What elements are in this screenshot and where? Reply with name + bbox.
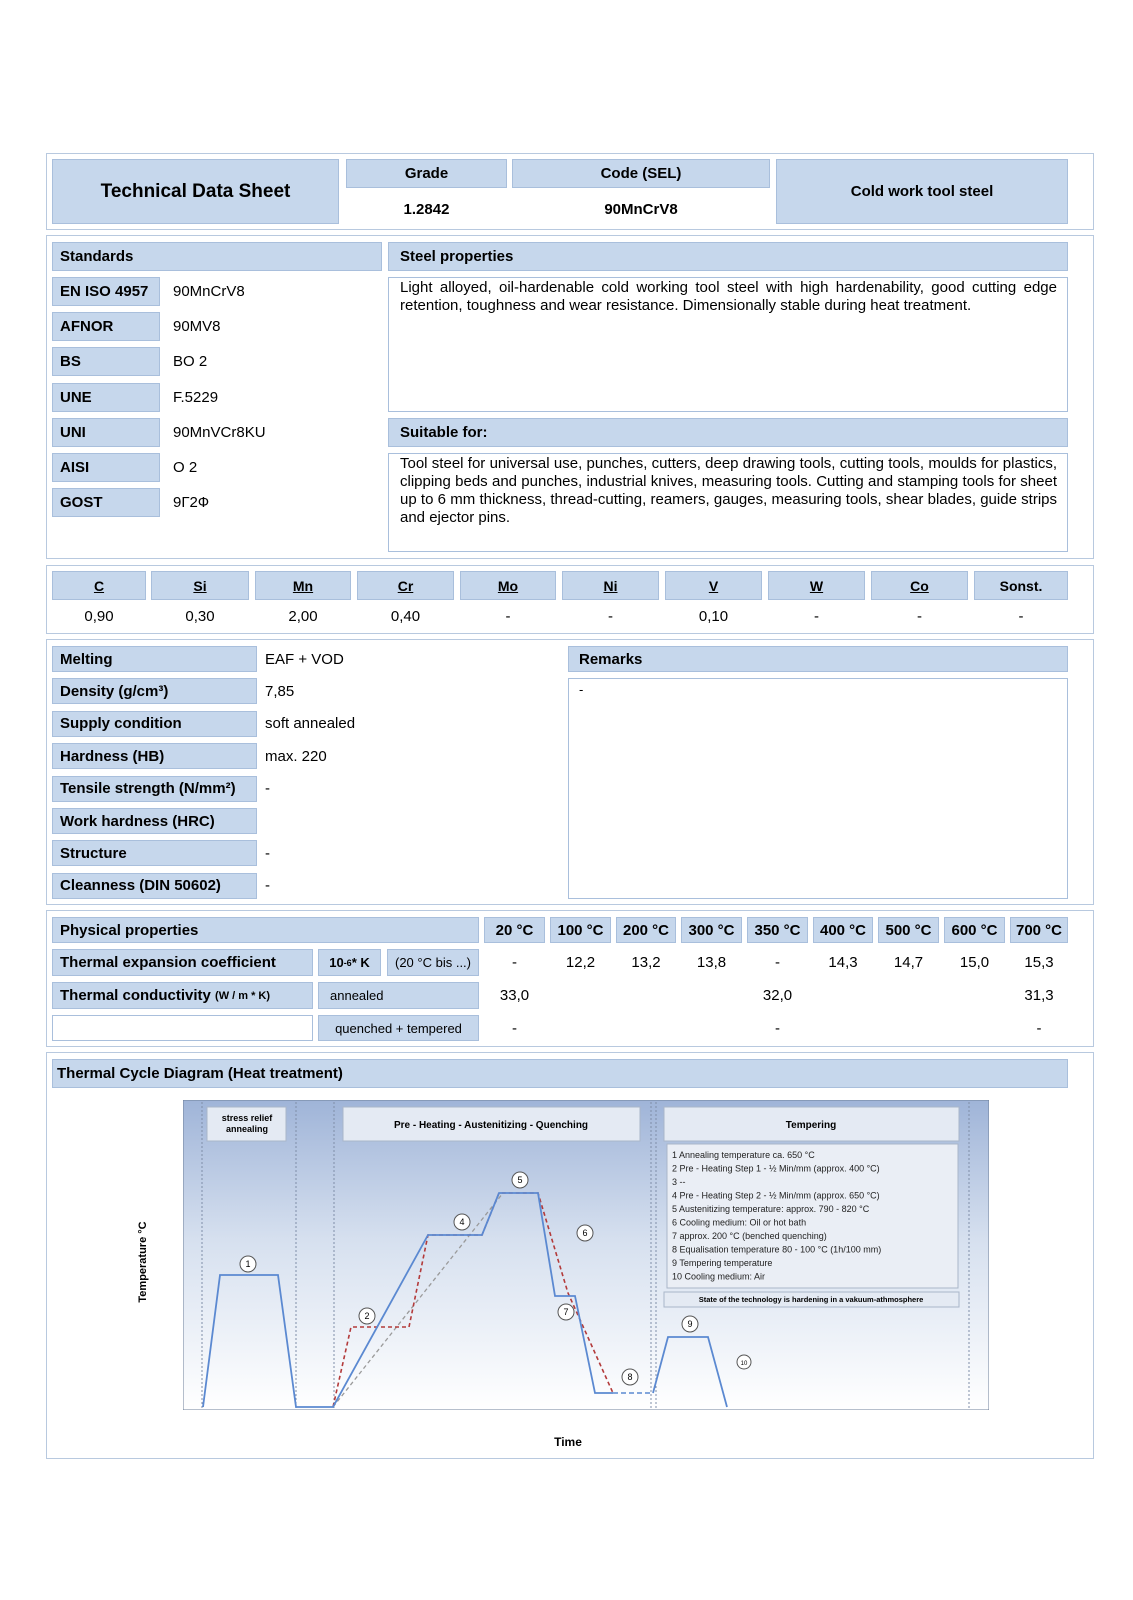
expansion-value: 12,2 — [565, 954, 596, 971]
qt-conductivity-value: - — [775, 1019, 780, 1037]
grade-value: 1.2842 — [403, 201, 450, 218]
standard-value: 90MV8 — [173, 318, 221, 336]
step-marker-label: 2 — [364, 1311, 370, 1321]
material-value: - — [265, 780, 270, 798]
code-value: 90MnCrV8 — [604, 201, 678, 218]
standard-value: F.5229 — [173, 388, 219, 406]
expansion-value: - — [512, 954, 517, 971]
phase-hardening-label: Pre - Heating - Austenitizing - Quenching — [393, 1120, 589, 1131]
remarks-title: Remarks — [568, 646, 1068, 672]
expansion-unit-rest: * K — [351, 955, 370, 970]
element-value: 0,90 — [84, 607, 114, 625]
temperature-header: 350 °C — [747, 917, 808, 943]
standard-label: AFNOR — [52, 312, 160, 341]
temperature-header: 200 °C — [616, 917, 676, 943]
expansion-value: 14,7 — [893, 954, 924, 971]
expansion-value: - — [775, 954, 780, 971]
annealed-conductivity-value — [550, 982, 611, 1009]
thermal-cycle-diagram — [183, 1100, 989, 1410]
conductivity-blank-cell — [52, 1015, 313, 1041]
temperature-header: 400 °C — [813, 917, 873, 943]
remarks-box — [568, 678, 1068, 899]
standard-value: BO 2 — [173, 353, 208, 371]
quenched-tempered-label: quenched + tempered — [318, 1015, 479, 1041]
element-header: V — [665, 571, 762, 600]
element-header: Co — [871, 571, 968, 600]
material-value: - — [265, 877, 270, 895]
element-header: C — [52, 571, 146, 600]
phase-tempering-label: Tempering — [785, 1120, 837, 1131]
standard-value: 9Г2Ф — [173, 494, 210, 512]
temperature-header: 600 °C — [944, 917, 1005, 943]
page-title: Technical Data Sheet — [52, 159, 339, 224]
material-label: Melting — [52, 646, 257, 672]
legend-item: 4 Pre - Heating Step 2 - ½ Min/mm (approx. 650 °C) — [672, 1190, 880, 1201]
element-value: - — [814, 607, 819, 625]
element-header: Mo — [460, 571, 556, 600]
element-header: Si — [151, 571, 249, 600]
legend-item: 1 Annealing temperature ca. 650 °C — [672, 1150, 815, 1160]
conductivity-label — [52, 982, 313, 1009]
standard-label: BS — [52, 347, 160, 376]
step-marker-label: 1 — [245, 1259, 251, 1269]
legend-item: 6 Cooling medium: Oil or hot bath — [672, 1217, 807, 1228]
qt-conductivity-value — [878, 1015, 939, 1041]
material-label: Tensile strength (N/mm²) — [52, 776, 257, 802]
temperature-header: 500 °C — [878, 917, 939, 943]
standard-label: UNI — [52, 418, 160, 447]
element-header: Cr — [357, 571, 454, 600]
temperature-header: 100 °C — [550, 917, 611, 943]
expansion-label: Thermal expansion coefficient — [52, 949, 313, 976]
step-marker-label: 9 — [687, 1319, 693, 1329]
expansion-value: 15,0 — [959, 954, 990, 971]
annealed-conductivity-value — [616, 982, 676, 1009]
qt-conductivity-value: - — [1036, 1019, 1042, 1037]
legend-item: 7 approx. 200 °C (benched quenching) — [672, 1231, 827, 1241]
step-marker-label: 4 — [459, 1217, 465, 1227]
qt-conductivity-value — [944, 1015, 1005, 1041]
annealed-label: annealed — [318, 982, 479, 1009]
material-label: Hardness (HB) — [52, 743, 257, 769]
remarks-text: - — [579, 681, 584, 697]
step-marker-label: 6 — [582, 1228, 588, 1238]
conductivity-label-text: Thermal conductivity — [60, 987, 211, 1004]
steel-properties-title: Steel properties — [388, 242, 1068, 271]
expansion-range: (20 °C bis ...) — [387, 949, 479, 976]
qt-conductivity-value — [681, 1015, 742, 1041]
thermal-cycle-title: Thermal Cycle Diagram (Heat treatment) — [52, 1059, 1068, 1088]
steel-properties-text: Light alloyed, oil-hardenable cold working tool steel with high hardenability, good cutting edge retention, toughness and wear resistance. Dimensionally stable during heat treatment. — [400, 279, 1057, 314]
expansion-value: 14,3 — [828, 954, 858, 971]
element-value: - — [608, 607, 613, 625]
expansion-value: 13,8 — [696, 954, 727, 971]
element-value: 0,30 — [185, 607, 215, 625]
element-value: - — [917, 607, 922, 625]
step-marker-label: 10 — [740, 1361, 748, 1367]
suitable-for-text: Tool steel for universal use, punches, cutters, deep drawing tools, cutting tools, moulds for plastics, clipping beds and punches, industrial knives, measuring tools. Cutting and stamping tools for sheet up to 6 mm thickness, thread-cutting, reamers, gauges, measuring tools, shear blades, guide strips and ejector pins. — [400, 455, 1057, 526]
y-axis-label: Temperature °C — [137, 1221, 149, 1303]
suitable-for-title: Suitable for: — [388, 418, 1068, 447]
legend-item: 3 -- — [672, 1177, 686, 1187]
standard-label: EN ISO 4957 — [52, 277, 160, 306]
standard-label: UNE — [52, 383, 160, 412]
step-marker-label: 5 — [517, 1175, 523, 1185]
annealed-conductivity-value — [813, 982, 873, 1009]
legend-item: 2 Pre - Heating Step 1 - ½ Min/mm (approx. 400 °C) — [672, 1163, 880, 1174]
temperature-header: 700 °C — [1010, 917, 1068, 943]
standard-value: 90MnCrV8 — [173, 283, 245, 300]
phase-annealing-line2: annealing — [225, 1124, 269, 1134]
element-header: Mn — [255, 571, 351, 600]
standards-title: Standards — [52, 242, 382, 271]
annealed-conductivity-value: 31,3 — [1024, 987, 1054, 1004]
grade-label: Grade — [346, 159, 507, 188]
standard-value: O 2 — [173, 459, 198, 476]
annealed-conductivity-value — [878, 982, 939, 1009]
legend-item: 10 Cooling medium: Air — [672, 1271, 766, 1282]
steel-category: Cold work tool steel — [776, 159, 1068, 224]
qt-conductivity-value — [813, 1015, 873, 1041]
material-value: max. 220 — [265, 747, 327, 765]
expansion-value: 15,3 — [1024, 954, 1054, 971]
annealed-conductivity-value — [681, 982, 742, 1009]
conductivity-unit: (W / m * K) — [215, 989, 271, 1002]
temperature-header: 300 °C — [681, 917, 742, 943]
standard-value: 90MnVCr8KU — [173, 423, 266, 441]
expansion-unit — [318, 949, 381, 976]
qt-conductivity-value — [616, 1015, 676, 1041]
x-axis-label: Time — [554, 1435, 582, 1449]
code-label: Code (SEL) — [512, 159, 770, 188]
phase-annealing-line1: stress relief — [221, 1113, 273, 1123]
material-value: soft annealed — [265, 715, 356, 733]
physical-title: Physical properties — [52, 917, 479, 943]
element-value: 0,40 — [390, 607, 421, 625]
material-value: EAF + VOD — [265, 650, 344, 668]
annealed-conductivity-value: 33,0 — [499, 987, 530, 1004]
expansion-unit-base: 10 — [329, 955, 344, 970]
element-value: - — [1018, 607, 1024, 625]
annealed-conductivity-value — [944, 982, 1005, 1009]
material-label: Work hardness (HRC) — [52, 808, 257, 834]
step-marker-label: 8 — [627, 1372, 633, 1382]
material-label: Structure — [52, 840, 257, 866]
expansion-unit-exponent: -6 — [343, 957, 352, 968]
legend-item: 5 Austenitizing temperature: approx. 790 - 820 °C — [672, 1204, 870, 1214]
expansion-value: 13,2 — [631, 954, 661, 971]
element-value: - — [505, 607, 511, 625]
element-header: Sonst. — [974, 571, 1068, 600]
element-header: W — [768, 571, 865, 600]
standard-label: GOST — [52, 488, 160, 517]
legend-item: 8 Equalisation temperature 80 - 100 °C (1h/100 mm) — [672, 1244, 882, 1255]
material-label: Cleanness (DIN 50602) — [52, 873, 257, 899]
legend-item: 9 Tempering temperature — [672, 1258, 773, 1268]
material-label: Supply condition — [52, 711, 257, 737]
standard-label: AISI — [52, 453, 160, 482]
technology-note: State of the technology is hardening in a vakuum-athmosphere — [698, 1295, 924, 1304]
material-value: - — [265, 844, 270, 862]
qt-conductivity-value — [550, 1015, 611, 1041]
element-value: 2,00 — [288, 607, 318, 625]
material-value: 7,85 — [265, 682, 295, 700]
annealed-conductivity-value: 32,0 — [762, 987, 793, 1004]
element-value: 0,10 — [698, 607, 729, 625]
material-label: Density (g/cm³) — [52, 678, 257, 704]
qt-conductivity-value: - — [512, 1019, 517, 1037]
step-marker-label: 7 — [563, 1307, 569, 1317]
temperature-header: 20 °C — [484, 917, 545, 943]
element-header: Ni — [562, 571, 659, 600]
